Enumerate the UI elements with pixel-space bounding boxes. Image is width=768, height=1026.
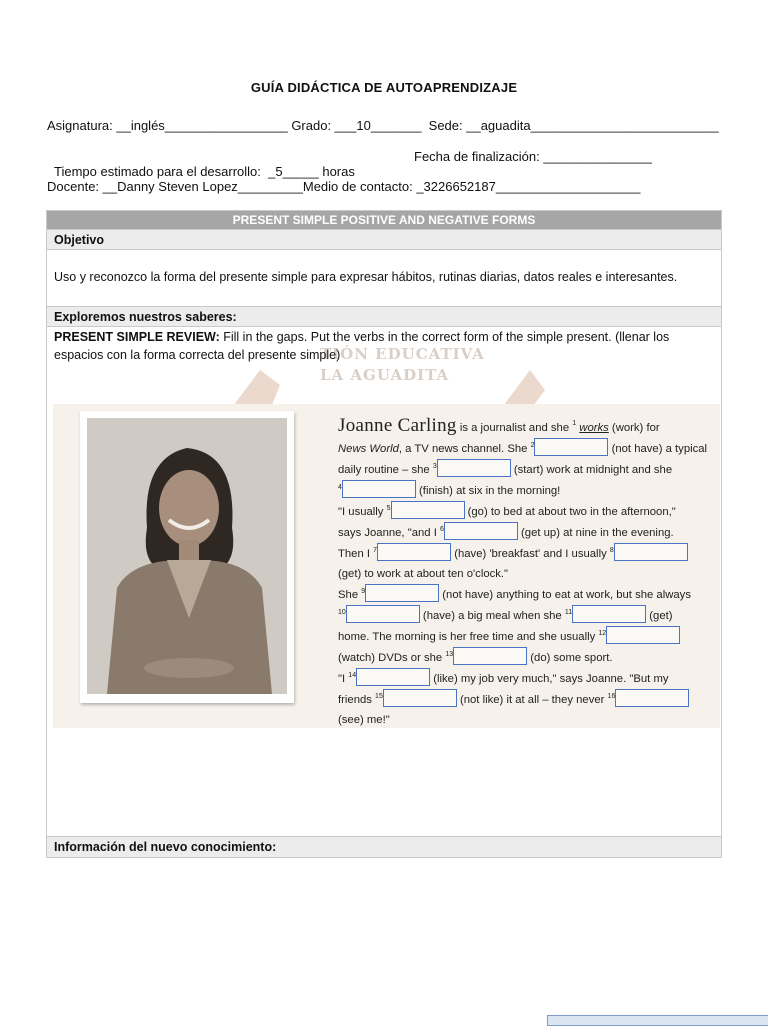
review-instructions: Fill in the gaps. Put the verbs in the correct form of the simple present. (llenar los espacios con la forma correcta del presente simple)	[54, 330, 670, 362]
ex-text-22: "I	[338, 673, 349, 685]
gap-input-10[interactable]	[346, 605, 420, 623]
gap-input-13[interactable]	[453, 647, 527, 665]
gap-number-13: 13	[445, 651, 454, 658]
ex-text-1: is a journalist and she	[456, 422, 573, 434]
gap-number-16: 16	[607, 693, 616, 700]
table-header: PRESENT SIMPLE POSITIVE AND NEGATIVE FORMS	[47, 211, 721, 230]
ex-text-20: (watch) DVDs or she	[338, 652, 446, 664]
gap-number-14: 14	[348, 672, 357, 679]
ex-text-18: (get)	[646, 610, 673, 622]
objetivo-text: Uso y reconozco la forma del presente simple para expresar hábitos, rutinas diarias, datos reales e interesantes.	[47, 250, 721, 307]
gap-input-3[interactable]	[437, 459, 511, 477]
ex-text-6: (start) work at midnight and she	[510, 464, 673, 476]
gap-input-9[interactable]	[365, 584, 439, 602]
watermark-line-1: TIÓN EDUCATIVA	[320, 345, 485, 363]
woman-photo	[87, 418, 287, 694]
ex-text-24: friends	[338, 694, 376, 706]
ex-text-4: (not have) a typical	[608, 443, 708, 455]
document-title: GUÍA DIDÁCTICA DE AUTOAPRENDIZAJE	[250, 80, 518, 95]
objetivo-label: Objetivo	[47, 230, 721, 250]
gap-input-8[interactable]	[614, 543, 688, 561]
gap-input-11[interactable]	[572, 605, 646, 623]
ex-text-15: She	[338, 589, 362, 601]
photo-frame	[80, 411, 294, 703]
gap-input-6[interactable]	[444, 522, 518, 540]
ex-text-16: (not have) anything to eat at work, but she always	[439, 589, 691, 601]
ex-text-17: (have) a big meal when she	[419, 610, 565, 622]
person-photo-icon	[87, 418, 287, 694]
gap-number-1: 1	[572, 420, 577, 427]
tiempo-estimado: Tiempo estimado para el desarrollo: _5_____ horas	[54, 164, 355, 179]
exploremos-label: Exploremos nuestros saberes:	[47, 307, 721, 327]
ex-text-7: (finish) at six in the morning!	[415, 485, 561, 497]
ex-text-8: "I usually	[338, 506, 387, 518]
exercise-image	[53, 404, 720, 728]
fecha-finalizacion: Fecha de finalización: _______________	[414, 149, 652, 164]
ex-text-21: (do) some sport.	[527, 652, 613, 664]
gap-number-15: 15	[375, 693, 383, 700]
gap-input-5[interactable]	[391, 501, 465, 519]
gap-number-7: 7	[373, 547, 378, 554]
ex-text-9: (go) to bed at about two in the afternoon,"	[464, 506, 676, 518]
gap-input-7[interactable]	[377, 543, 451, 561]
gap-number-11: 11	[564, 609, 573, 616]
exercise-text	[338, 416, 713, 730]
ex-text-23: (like) my job very much," says Joanne. "But my	[430, 673, 669, 685]
gap-input-4[interactable]	[342, 480, 416, 498]
gap-number-10: 10	[338, 609, 346, 616]
gap-number-6: 6	[439, 526, 444, 533]
ex-text-14: (get) to work at about ten o'clock."	[338, 568, 509, 580]
ex-text-25: (not like) it at all – they never	[456, 694, 608, 706]
ex-text-5: daily routine – she	[338, 464, 433, 476]
review-title: PRESENT SIMPLE REVIEW:	[54, 330, 220, 344]
gap-number-9: 9	[361, 588, 366, 595]
gap-number-4: 4	[338, 484, 342, 491]
ex-text-11: (get up) at nine in the evening.	[517, 527, 674, 539]
footer-tab	[547, 1015, 768, 1026]
ex-text-3: , a TV news channel. She	[398, 443, 531, 455]
news-world: News World	[338, 443, 399, 455]
gap-number-5: 5	[386, 505, 391, 512]
ex-text-19: home. The morning is her free time and she usually	[338, 631, 599, 643]
ex-text-26: (see) me!"	[338, 714, 390, 726]
gap-input-2[interactable]	[534, 438, 608, 456]
ex-text-2: (work) for	[608, 422, 660, 434]
gap-input-12[interactable]	[606, 626, 680, 644]
gap-input-16[interactable]	[615, 689, 689, 707]
gap-input-14[interactable]	[356, 668, 430, 686]
info-line-asignatura: Asignatura: __inglés_________________ Grado: ___10_______ Sede: __aguadita__________________________	[47, 118, 719, 133]
gap-number-12: 12	[598, 630, 607, 637]
gap-number-8: 8	[609, 547, 614, 554]
nuevo-conocimiento-label: Información del nuevo conocimiento:	[47, 837, 721, 858]
ex-text-10: says Joanne, "and I	[338, 527, 440, 539]
exercise-name: Joanne Carling	[338, 415, 457, 436]
info-line-docente: Docente: __Danny Steven Lopez_________Medio de contacto: _3226652187____________________	[47, 179, 641, 194]
ex-text-13: (have) 'breakfast' and I usually	[451, 548, 610, 560]
answer-1: works	[579, 422, 609, 434]
gap-number-2: 2	[530, 442, 535, 449]
gap-number-3: 3	[432, 463, 437, 470]
gap-input-15[interactable]	[383, 689, 457, 707]
ex-text-12: Then I	[338, 548, 374, 560]
watermark-line-2: LA AGUADITA	[320, 366, 450, 384]
